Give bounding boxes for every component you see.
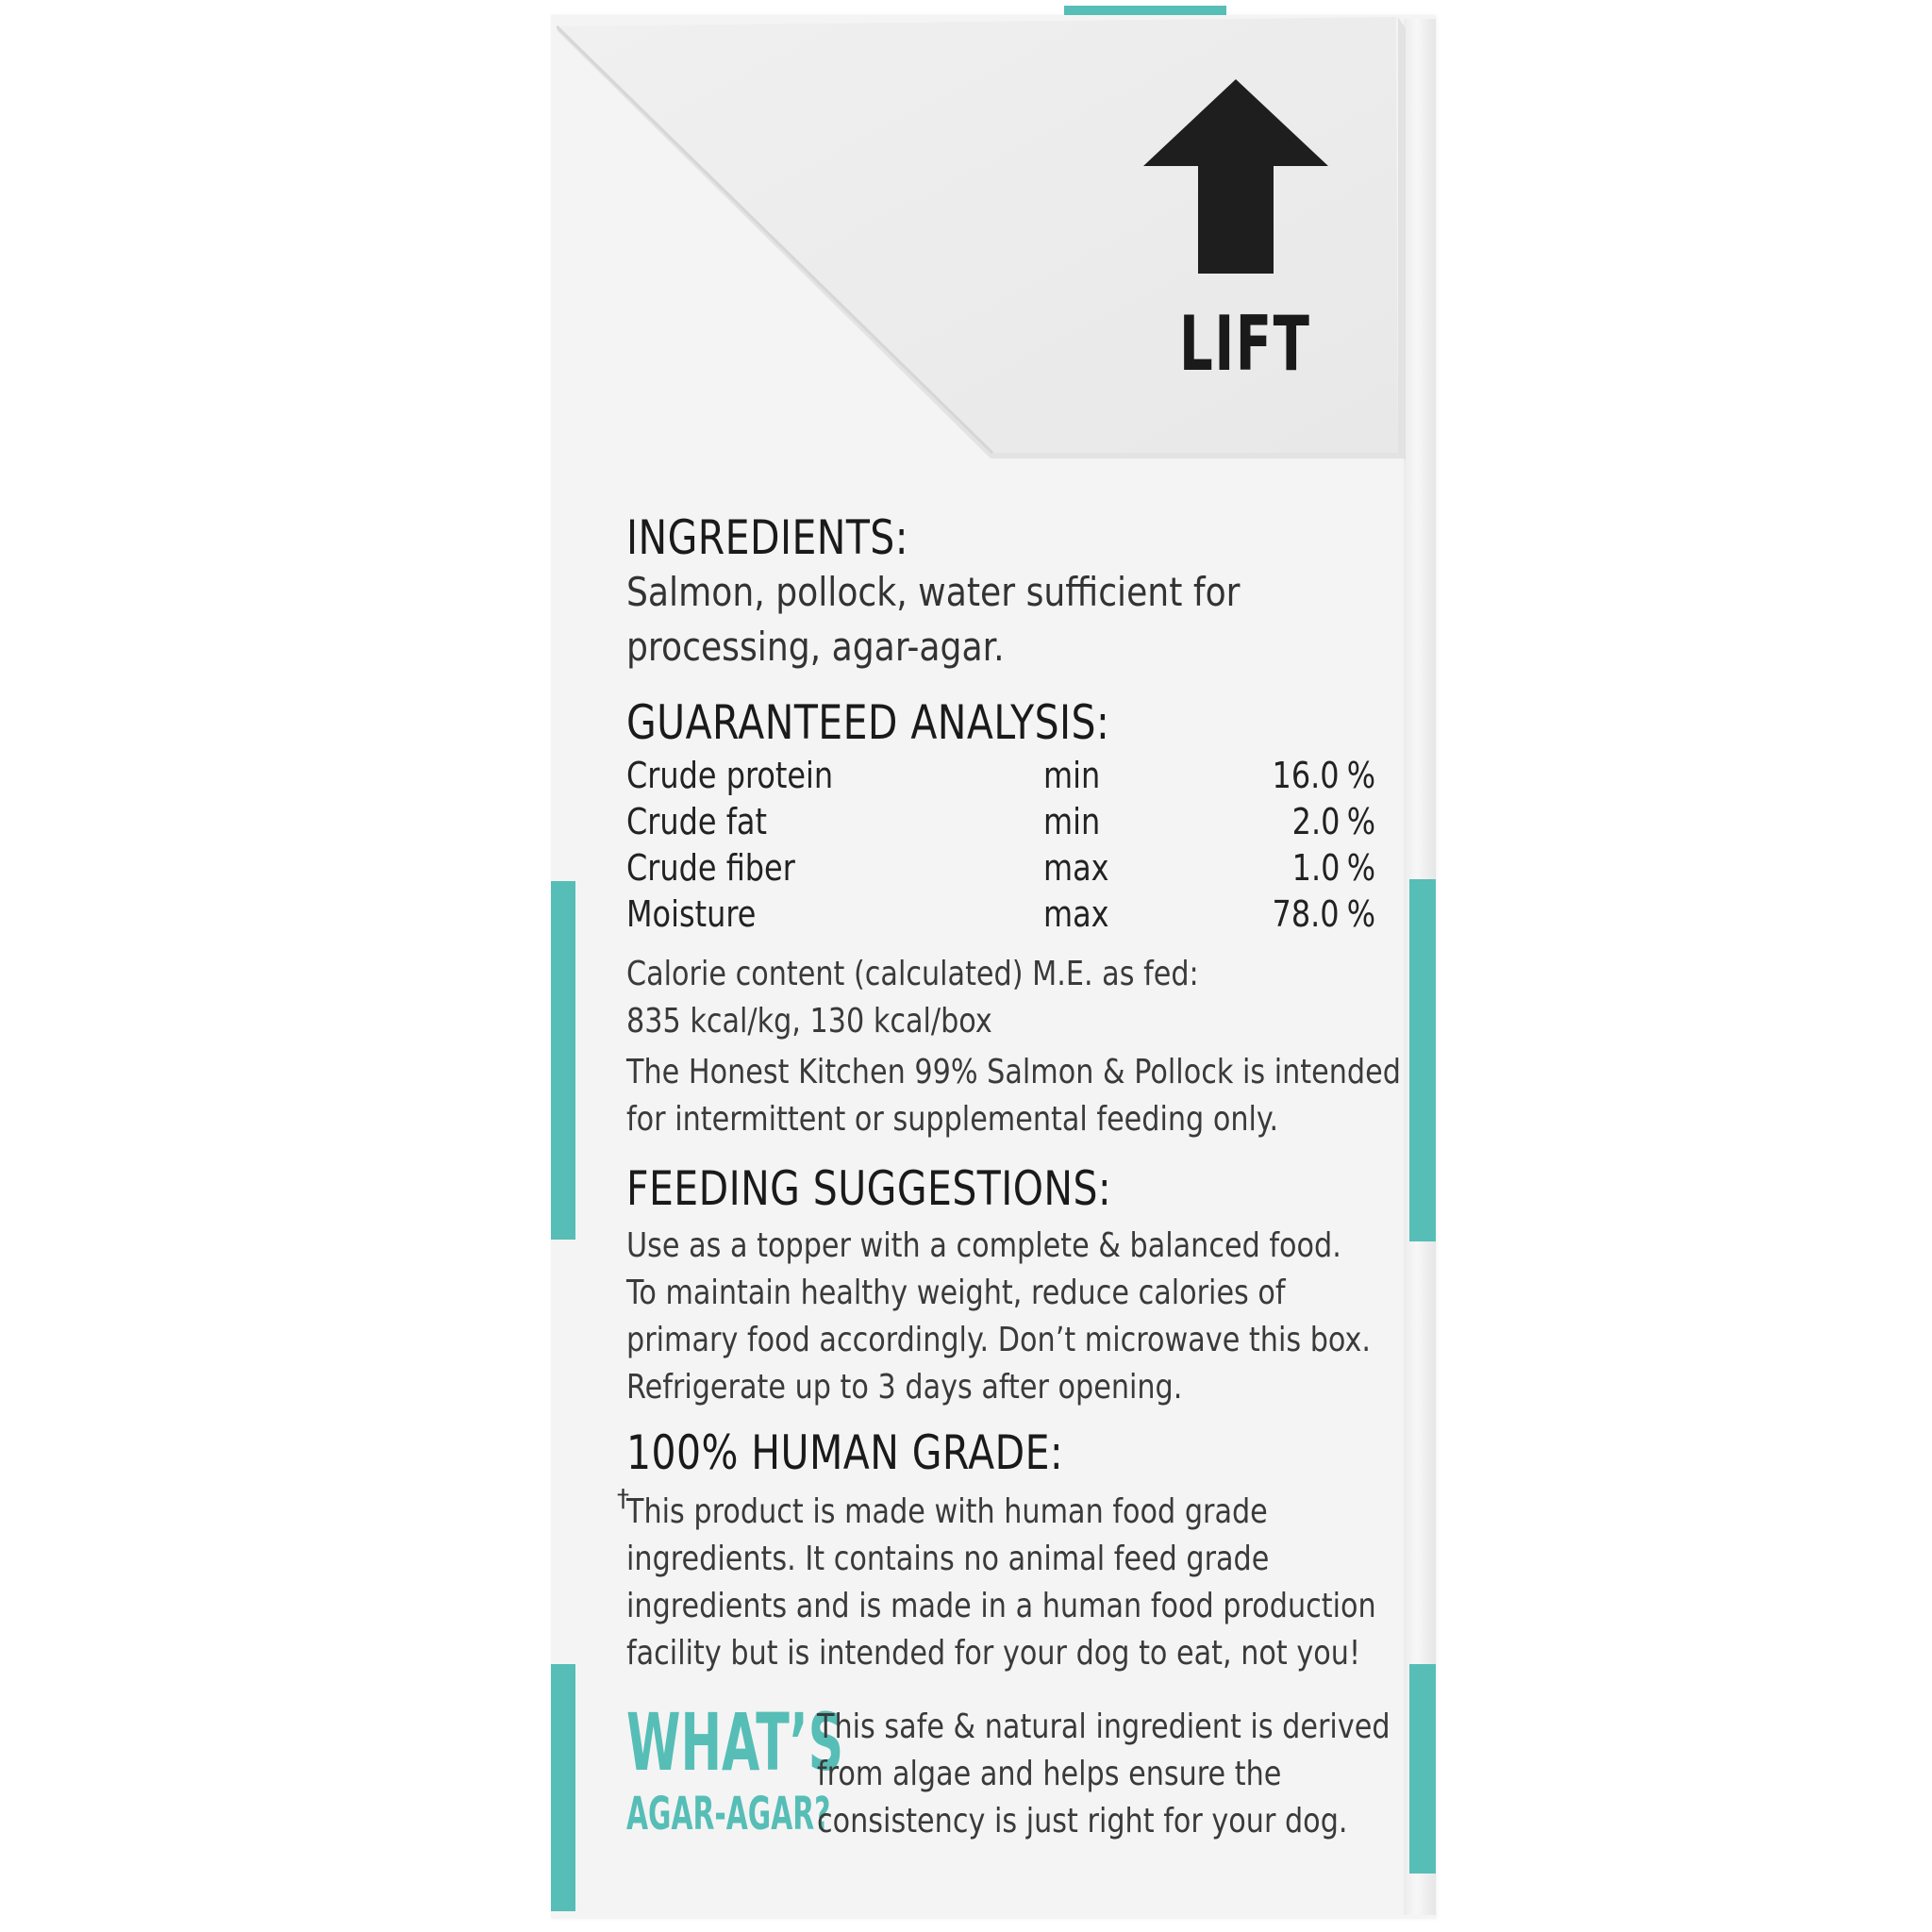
analysis-unit: % <box>1346 893 1375 935</box>
arrow-up-icon <box>1143 79 1328 277</box>
analysis-name: Crude fiber <box>626 847 795 889</box>
intended-use-line: The Honest Kitchen 99% Salmon & Pollock is intended <box>626 1053 1401 1091</box>
analysis-row <box>626 755 1375 802</box>
dagger-mark: † <box>617 1485 629 1513</box>
analysis-value: 2.0 <box>1291 801 1340 842</box>
lift-label: LIFT <box>1179 300 1311 388</box>
ingredients-line: processing, agar-agar. <box>626 624 1005 670</box>
analysis-row <box>626 847 1375 894</box>
analysis-value: 16.0 <box>1272 755 1340 796</box>
analysis-value: 78.0 <box>1272 893 1340 935</box>
human-grade-heading: 100% HUMAN GRADE: <box>626 1425 1064 1480</box>
analysis-qualifier: min <box>1043 801 1101 842</box>
analysis-heading: GUARANTEED ANALYSIS: <box>626 695 1110 750</box>
agar-description-line: consistency is just right for your dog. <box>817 1802 1348 1840</box>
left-accent-stripe-lower <box>551 1664 575 1911</box>
agar-description-line: from algae and helps ensure the <box>817 1755 1282 1793</box>
analysis-name: Moisture <box>626 893 757 935</box>
ingredients-line: Salmon, pollock, water sufficient for <box>626 569 1241 615</box>
feeding-line: primary food accordingly. Don’t microwave this box. <box>626 1321 1372 1359</box>
human-grade-line: ingredients. It contains no animal feed grade <box>626 1540 1270 1578</box>
analysis-name: Crude protein <box>626 755 834 796</box>
human-grade-line: This product is made with human food grade <box>626 1492 1268 1531</box>
human-grade-line: ingredients and is made in a human food production <box>626 1587 1376 1625</box>
analysis-value: 1.0 <box>1291 847 1340 889</box>
right-accent-stripe-lower <box>1409 1664 1436 1874</box>
agar-title-whats: WHAT’S <box>626 1696 844 1789</box>
feeding-line: Refrigerate up to 3 days after opening. <box>626 1368 1183 1407</box>
analysis-qualifier: max <box>1043 847 1109 889</box>
analysis-unit: % <box>1346 755 1375 796</box>
feeding-line: To maintain healthy weight, reduce calories of <box>626 1274 1286 1312</box>
analysis-name: Crude fat <box>626 801 768 842</box>
human-grade-line: facility but is intended for your dog to eat, not you! <box>626 1634 1361 1673</box>
feeding-heading: FEEDING SUGGESTIONS: <box>626 1161 1112 1216</box>
analysis-qualifier: min <box>1043 755 1101 796</box>
analysis-qualifier: max <box>1043 893 1109 935</box>
feeding-line: Use as a topper with a complete & balanced food. <box>626 1226 1341 1265</box>
analysis-unit: % <box>1346 801 1375 842</box>
analysis-unit: % <box>1346 847 1375 889</box>
ingredients-heading: INGREDIENTS: <box>626 510 908 565</box>
calorie-line: Calorie content (calculated) M.E. as fed: <box>626 955 1199 993</box>
agar-title-agar: AGAR-AGAR? <box>626 1788 831 1840</box>
analysis-row <box>626 801 1375 848</box>
calorie-line: 835 kcal/kg, 130 kcal/box <box>626 1002 992 1041</box>
intended-use-line: for intermittent or supplemental feeding only. <box>626 1100 1279 1139</box>
agar-description-line: This safe & natural ingredient is derived <box>817 1707 1391 1746</box>
left-accent-stripe <box>551 881 575 1240</box>
analysis-row <box>626 893 1375 941</box>
right-accent-stripe <box>1409 879 1436 1241</box>
